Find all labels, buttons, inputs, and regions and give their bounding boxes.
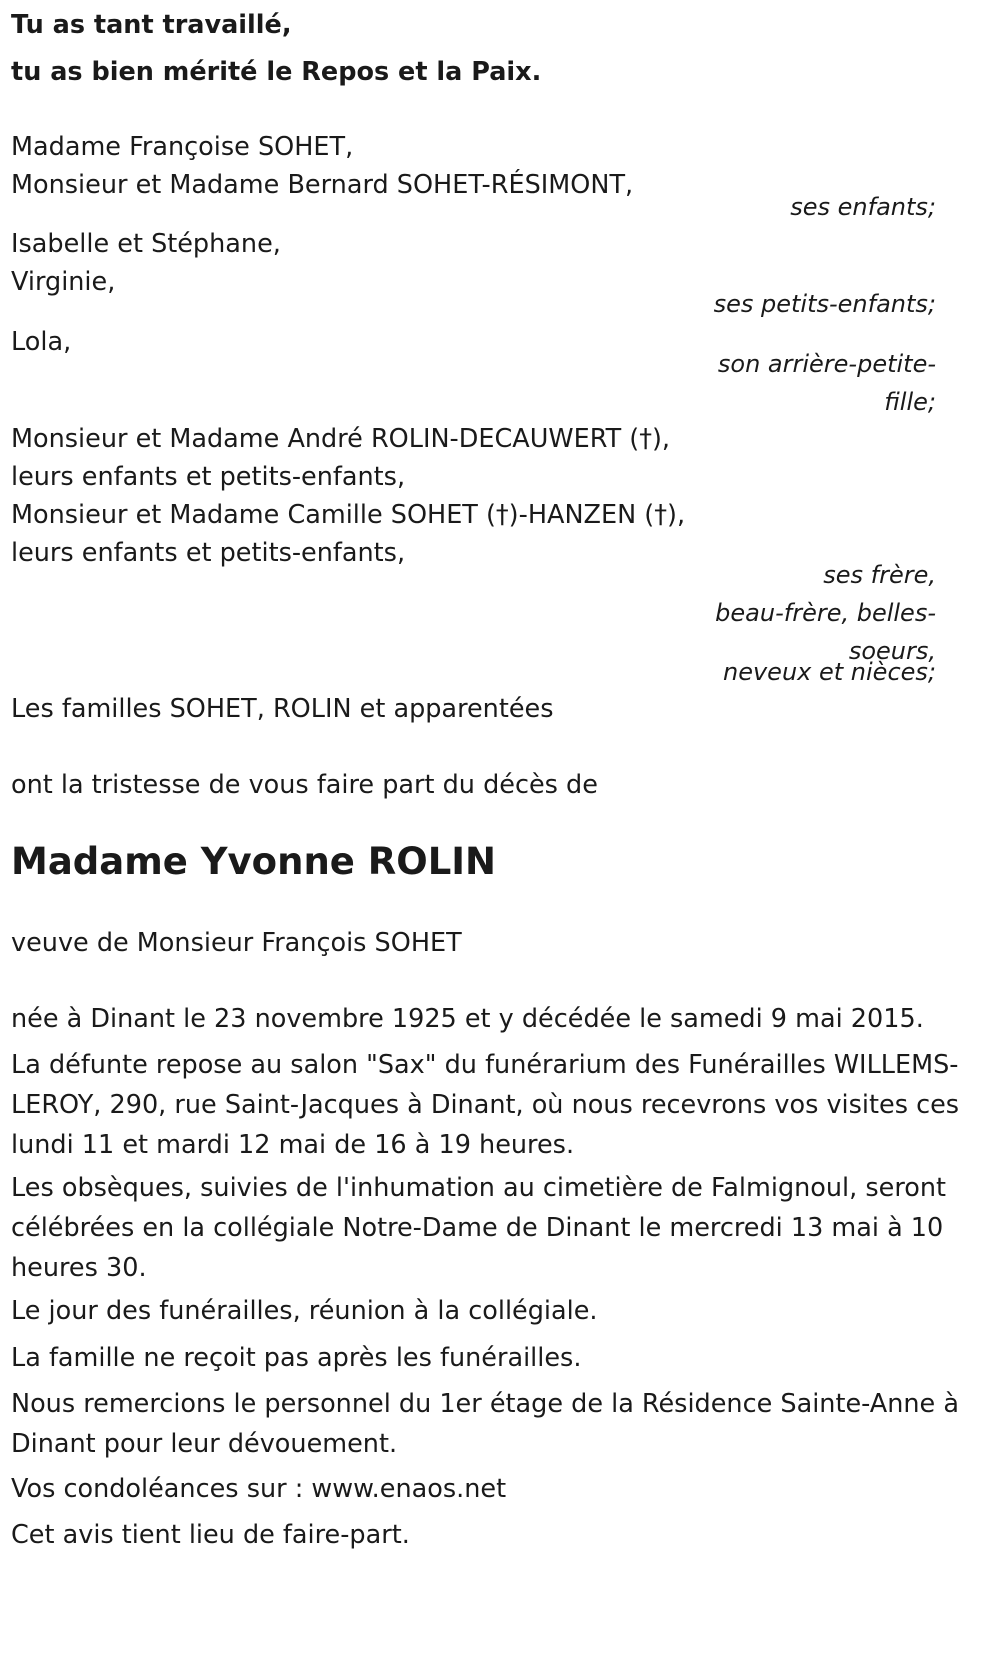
- family-member: leurs enfants et petits-enfants,: [11, 538, 406, 568]
- family-member: Lola,: [11, 327, 72, 357]
- families-line: Les familles SOHET, ROLIN et apparentées: [11, 694, 554, 724]
- relation-label-siblings: beau-frère, belles-: [715, 599, 936, 627]
- deceased-spouse: veuve de Monsieur François SOHET: [11, 928, 462, 958]
- relation-label-great-grandchildren: fille;: [884, 388, 936, 416]
- family-member: Monsieur et Madame Camille SOHET (†)-HANZEN (†),: [11, 500, 686, 530]
- detail-paragraph: Cet avis tient lieu de faire-part.: [11, 1520, 410, 1550]
- family-member: Monsieur et Madame Bernard SOHET-RÉSIMONT,: [11, 170, 634, 200]
- family-member: Isabelle et Stéphane,: [11, 229, 281, 259]
- detail-paragraph: La famille ne reçoit pas après les funérailles.: [11, 1343, 582, 1373]
- relation-label-siblings: ses frère,: [823, 561, 936, 589]
- family-member: leurs enfants et petits-enfants,: [11, 462, 406, 492]
- relation-label-children: ses enfants;: [790, 193, 936, 221]
- epitaph-line-2: tu as bien mérité le Repos et la Paix.: [11, 57, 542, 87]
- relation-label-siblings: neveux et nièces;: [723, 658, 936, 686]
- epitaph-line-1: Tu as tant travaillé,: [11, 10, 292, 40]
- family-member: Virginie,: [11, 267, 116, 297]
- detail-paragraph: Les obsèques, suivies de l'inhumation au cimetière de Falmignoul, seront célébrées en la collégiale Notre-Dame de Dinant le mercredi 13 mai à 10 heures 30.: [11, 1173, 947, 1283]
- deceased-name: Madame Yvonne ROLIN: [11, 840, 497, 883]
- family-member: Monsieur et Madame André ROLIN-DECAUWERT (†),: [11, 424, 671, 454]
- detail-paragraph: La défunte repose au salon "Sax" du funérarium des Funérailles WILLEMS-LEROY, 290, rue Saint-Jacques à Dinant, où nous recevrons vos visites ces lundi 11 et mardi 12 mai de 16 à 19 heures.: [11, 1050, 960, 1160]
- announcement: ont la tristesse de vous faire part du décès de: [11, 770, 598, 800]
- family-member: Madame Françoise SOHET,: [11, 132, 354, 162]
- detail-paragraph: née à Dinant le 23 novembre 1925 et y décédée le samedi 9 mai 2015.: [11, 1004, 924, 1034]
- detail-paragraph: Le jour des funérailles, réunion à la collégiale.: [11, 1296, 598, 1326]
- detail-paragraph: Vos condoléances sur : www.enaos.net: [11, 1474, 507, 1504]
- relation-label-grandchildren: ses petits-enfants;: [713, 290, 936, 318]
- relation-label-great-grandchildren: son arrière-petite-: [717, 350, 936, 378]
- relation-label-siblings: soeurs,: [848, 637, 936, 665]
- detail-paragraph: Nous remercions le personnel du 1er étage de la Résidence Sainte-Anne à Dinant pour leur dévouement.: [11, 1389, 959, 1459]
